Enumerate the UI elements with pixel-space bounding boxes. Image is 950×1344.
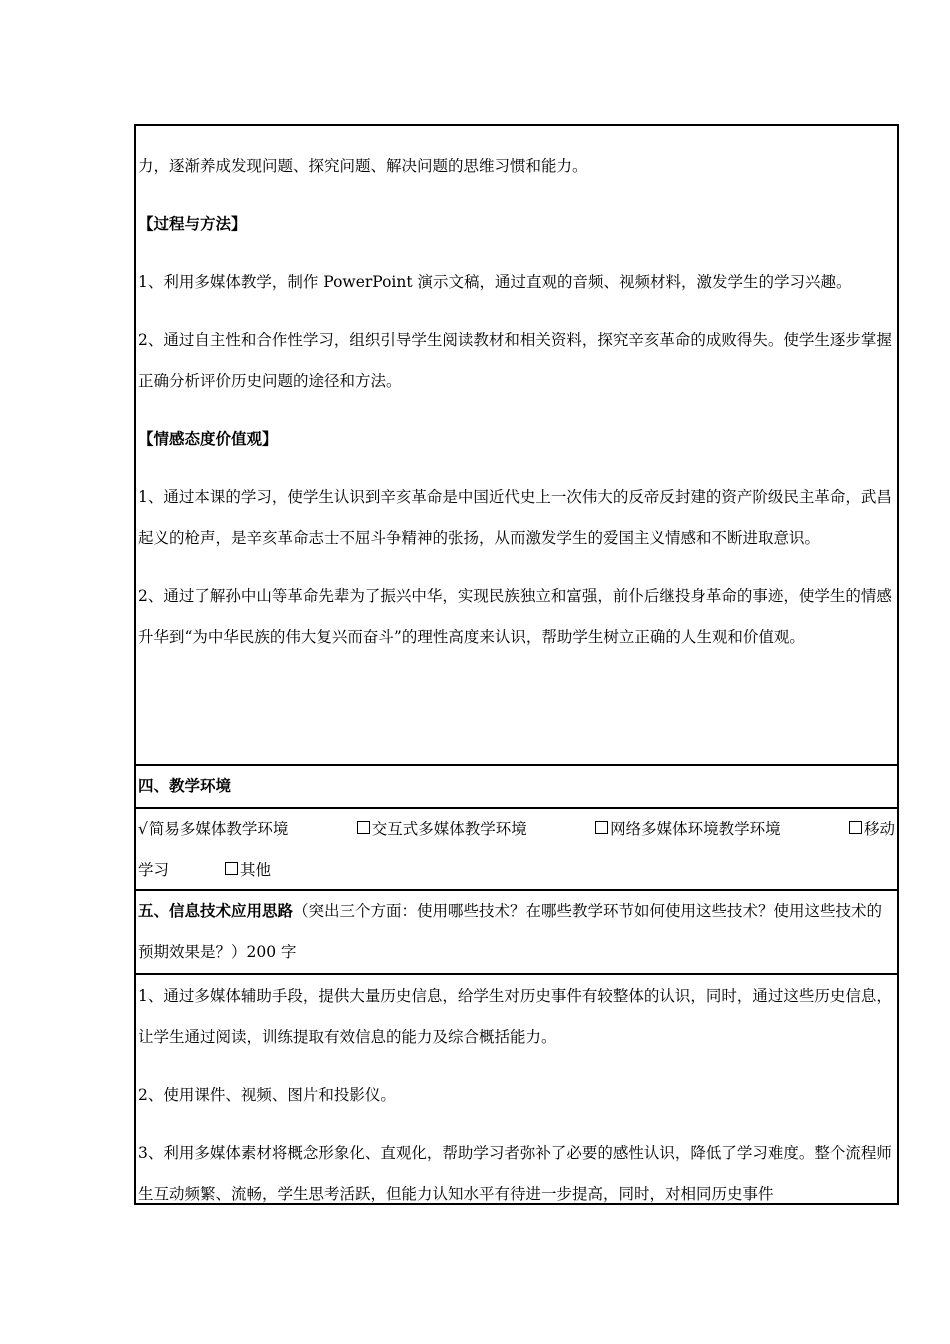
environment-options-cell	[136, 809, 897, 891]
option-other[interactable]	[225, 861, 271, 879]
process-heading: 【过程与方法】	[138, 215, 247, 233]
checkbox-icon	[225, 862, 238, 875]
it-item-3: 3、利用多媒体素材将概念形象化、直观化，帮助学习者弥补了必要的感性认识，降低了学习难度。整个流程师生互动频繁、流畅，学生思考活跃，但能力认知水平有待进一步提高，同时，对相同历史事件	[138, 1144, 892, 1203]
process-item-2: 2、通过自主性和合作性学习，组织引导学生阅读教材和相关资料，探究辛亥革命的成败得失。使学生逐步掌握正确分析评价历史问题的途径和方法。	[138, 331, 892, 390]
emotion-item-1: 1、通过本课的学习，使学生认识到辛亥革命是中国近代史上一次伟大的反帝反封建的资产阶级民主革命，武昌起义的枪声，是辛亥革命志士不屈斗争精神的张扬，从而激发学生的爱国主义情感和不断进取意识。	[138, 488, 892, 547]
objectives-continuation: 力，逐渐养成发现问题、探究问题、解决问题的思维习惯和能力。	[138, 157, 588, 175]
process-item-1: 1、利用多媒体教学，制作 PowerPoint 演示文稿，通过直观的音频、视频材料，激发学生的学习兴趣。	[138, 273, 852, 291]
environment-options-row-1	[138, 809, 895, 850]
option-label: 简易多媒体教学环境	[148, 820, 289, 838]
option-label: 其他	[240, 861, 272, 879]
option-simple-multimedia[interactable]	[138, 809, 288, 850]
option-label: 交互式多媒体教学环境	[371, 820, 527, 838]
it-heading-note: （突出三个方面：使用哪些技术？在哪些教学环节如何使用这些技术？使用这些技术的预期效果是？）200 字	[138, 902, 883, 961]
option-mobile-learning[interactable]	[849, 809, 895, 850]
it-application-content-cell	[136, 976, 897, 1203]
emotion-item-2: 2、通过了解孙中山等革命先辈为了振兴中华，实现民族独立和富强，前仆后继投身革命的事迹，使学生的情感升华到“为中华民族的伟大复兴而奋斗”的理性高度来认识，帮助学生树立正确的人生观和价值观。	[138, 587, 892, 646]
option-network-multimedia[interactable]	[595, 809, 781, 850]
option-label-part1: 移动	[863, 820, 895, 838]
checkbox-icon	[595, 821, 608, 834]
option-mobile-learning-cont: 学习	[138, 861, 170, 879]
option-label: 网络多媒体环境教学环境	[610, 820, 781, 838]
it-item-2: 2、使用课件、视频、图片和投影仪。	[138, 1086, 396, 1104]
checkbox-icon	[357, 821, 370, 834]
checkbox-icon	[849, 821, 862, 834]
it-application-heading	[138, 891, 895, 973]
environment-options-row-2	[138, 850, 895, 891]
checkmark-icon: √	[138, 820, 148, 838]
environment-heading: 四、教学环境	[138, 777, 232, 795]
lesson-plan-table	[134, 124, 899, 1205]
option-interactive-multimedia[interactable]	[357, 809, 527, 850]
it-item-1: 1、通过多媒体辅助手段，提供大量历史信息，给学生对历史事件有较整体的认识，同时，通过这些历史信息，让学生通过阅读，训练提取有效信息的能力及综合概括能力。	[138, 987, 892, 1046]
it-heading-title: 五、信息技术应用思路	[138, 902, 294, 920]
emotion-heading: 【情感态度价值观】	[138, 430, 278, 448]
it-application-heading-cell	[136, 891, 897, 975]
objectives-cell	[136, 146, 897, 766]
environment-heading-cell	[136, 766, 897, 809]
